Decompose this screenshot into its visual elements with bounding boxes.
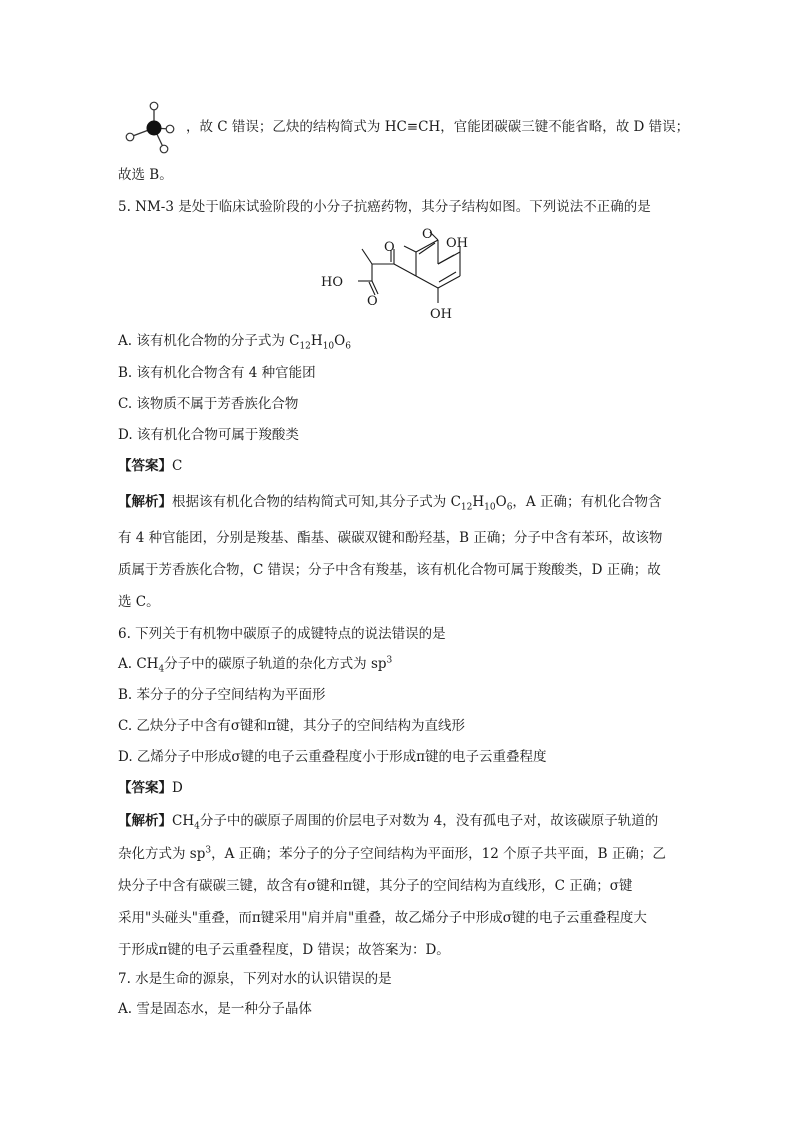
- q6-analysis-line4: 采用"头碰头"重叠，而π键采用"肩并肩"重叠，故乙烯分子中形成σ键的电子云重叠程度大: [118, 910, 647, 926]
- q4-tail-line2: 故选 B。: [118, 167, 173, 183]
- q6-option-a: A. $CH_4$分子中的碳原子轨道的杂化方式为 $sp^3$: [118, 655, 393, 675]
- q6-option-b: B. 苯分子的分子空间结构为平面形: [118, 687, 326, 703]
- methane-ball-stick-model: [118, 98, 180, 156]
- q5-option-d: D. 该有机化合物可属于羧酸类: [118, 427, 299, 443]
- q5-answer: 【答案】C: [118, 458, 183, 474]
- q5-stem: 5. NM-3 是处于临床试验阶段的小分子抗癌药物，其分子结构如图。下列说法不正确的是: [118, 199, 651, 215]
- nm3-structure-diagram: [318, 225, 478, 325]
- carbonyl-oxygen-label: O: [422, 227, 433, 242]
- acid-hydroxyl-label: HO: [321, 275, 343, 290]
- ring-oxygen-label: O: [384, 240, 395, 255]
- q6-option-c: C. 乙炔分子中含有σ键和π键，其分子的空间结构为直线形: [118, 718, 466, 734]
- q7-stem: 7. 水是生命的源泉，下列对水的认识错误的是: [118, 971, 392, 987]
- q7-option-a: A. 雪是固态水，是一种分子晶体: [118, 1001, 312, 1017]
- acid-oxygen-label: O: [367, 294, 378, 309]
- q5-analysis-line1: 【解析】根据该有机化合物的结构简式可知,其分子式为 $C_{12}H_{10}O_6$，A 正确；有机化合物含: [118, 494, 662, 513]
- q6-analysis-line5: 于形成π键的电子云重叠程度，D 错误；故答案为：D。: [118, 942, 450, 958]
- q5-analysis-line3: 质属于芳香族化合物，C 错误；分子中含有羧基，该有机化合物可属于羧酸类，D 正确；故: [118, 562, 661, 578]
- q4-tail-line1: ，故 C 错误；乙炔的结构简式为 HC≡CH，官能团碳碳三键不能省略，故 D 错误；: [186, 119, 690, 135]
- q6-answer: 【答案】D: [118, 780, 183, 796]
- q5-option-a: A. 该有机化合物的分子式为 $C_{12}H_{10}O_6$: [118, 333, 351, 352]
- q6-option-d: D. 乙烯分子中形成σ键的电子云重叠程度小于形成π键的电子云重叠程度: [118, 749, 547, 765]
- q6-analysis-line1: 【解析】$CH_4$分子中的碳原子周围的价层电子对数为 4，没有孤电子对，故该碳原子轨道的: [118, 813, 659, 832]
- q6-analysis-line2: 杂化方式为 $sp^3$，A 正确；苯分子的分子空间结构为平面形，12 个原子共平面，B 正确；乙: [118, 845, 666, 862]
- q5-option-c: C. 该物质不属于芳香族化合物: [118, 396, 299, 412]
- q5-analysis-line2: 有 4 种官能团，分别是羧基、酯基、碳碳双键和酚羟基，B 正确；分子中含有苯环，故该物: [118, 530, 663, 546]
- top-hydroxyl-label: OH: [446, 236, 468, 251]
- q5-option-b: B. 该有机化合物含有 4 种官能团: [118, 365, 316, 381]
- q6-analysis-line3: 炔分子中含有碳碳三键，故含有σ键和π键，其分子的空间结构为直线形，C 正确；σ键: [118, 878, 633, 894]
- bottom-hydroxyl-label: OH: [430, 307, 452, 322]
- q5-analysis-line4: 选 C。: [118, 594, 160, 610]
- q6-stem: 6. 下列关于有机物中碳原子的成键特点的说法错误的是: [118, 626, 446, 642]
